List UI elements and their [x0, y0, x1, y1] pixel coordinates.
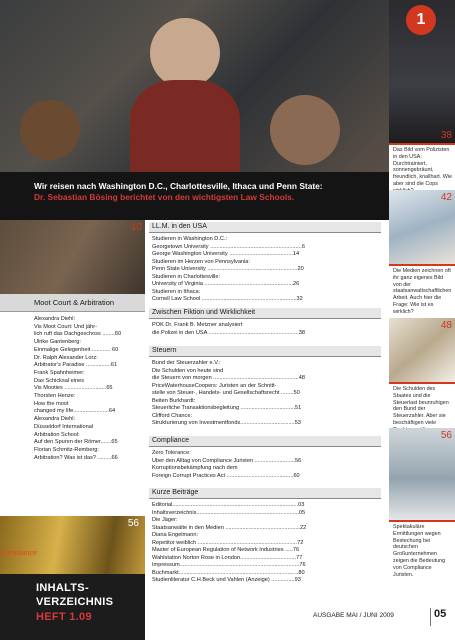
hero-photo-figure	[20, 100, 80, 160]
list-item: Düsseldorf International	[34, 423, 94, 430]
list-item: Dr. Ralph Alexander Lorz:	[34, 354, 98, 361]
toc-row: Staatsanwälte in den Medien ................................................22	[152, 524, 307, 531]
list-item: How the moot	[34, 400, 69, 407]
toc-row: PriceWaterhouseCoopers: Juristen an der Schnitt-	[152, 382, 277, 389]
moot-court-page-number: 10	[130, 222, 142, 233]
toc-row: Beiten Burkhardt:	[152, 397, 196, 404]
toc-row: die Polizei in den USA ..........................................................38	[152, 329, 305, 336]
divider	[389, 264, 455, 266]
taxes-photo	[389, 318, 455, 382]
hero-photo	[0, 0, 389, 172]
list-item: changed my life.......................64	[34, 408, 116, 415]
moot-court-section-title: Moot Court & Arbitration	[0, 294, 145, 312]
toc-row: Die Schulden von heute sind	[152, 367, 224, 374]
toc-row: Studieren im Herzen von Pennsylvania:	[152, 258, 250, 265]
list-item: Vis Mooties ...........................65	[34, 385, 113, 392]
list-item: Das Schicksal eines	[34, 377, 85, 384]
contents-title-block	[0, 574, 145, 640]
toc-section-title: LL.M. in den USA	[149, 222, 381, 233]
list-item: lich ruft das Dachgeschoss ........60	[34, 331, 122, 338]
hero-photo-figure	[130, 80, 240, 172]
toc-row: Wahlstation Norton Rose in London....................................77	[152, 554, 303, 561]
toc-row: Studienliteratur C.H.Beck und Vahlen (Anzeige) ...............93	[152, 577, 301, 583]
police-photo	[389, 0, 455, 143]
list-item: Arbitration? Was ist das? .........66	[34, 454, 118, 461]
taxes-teaser: Die Schulden des Staates und die Steuerlast beunruhigen den Bund der Steuerzahler. Aber sie beschäftigen viele	[393, 386, 449, 426]
police-teaser: Das Bild vom Polizisten in den USA: Durchtrainiert, sonnengebräunt, freundlich, knallhart. Wie aber sind die Cops	[393, 147, 453, 187]
list-item: Auf den Spuren der Römer.......65	[34, 439, 118, 446]
toc-row: Cornell Law School .............................................................32	[152, 296, 303, 302]
list-item: Ulrike Gantenberg:	[34, 339, 81, 346]
compliance-page-number: 56	[127, 518, 139, 529]
list-item: Arbitration School:	[34, 431, 80, 438]
toc-row: Strukturierung von Investmentfonds...................................53	[152, 420, 301, 426]
toc-row: Studieren in Washington D.C.:	[152, 236, 228, 242]
list-item: Alexandra Diehl:	[34, 416, 76, 423]
toc-row: Repetitor weiblich ................................................................72	[152, 539, 304, 546]
toc-section-title: Steuern	[149, 346, 381, 357]
right-sidebar	[389, 0, 455, 640]
prosecutors-photo	[389, 190, 455, 264]
toc-row: Clifford Chance:	[152, 412, 193, 419]
table-of-contents	[145, 220, 389, 640]
toc-section-title: Kurze Beiträge	[149, 488, 381, 499]
toc-row: Buchmarkt.............................................................................80	[152, 569, 305, 576]
hero-subheadline: Dr. Sebastian Bösing berichtet von den wichtigsten Law Schools.	[34, 192, 295, 202]
toc-row: Editorial.................................................................................03	[152, 502, 305, 508]
toc-row: Studieren in Charlottesville:	[152, 273, 221, 280]
toc-row: Inhaltsverzeichnis..................................................................05	[152, 509, 306, 516]
toc-section-list	[152, 360, 380, 428]
contents-title-line: INHALTS-	[36, 582, 89, 594]
issue-footer: AUSGABE MAI / JUNI 2009	[313, 612, 394, 619]
toc-section-list	[152, 236, 380, 304]
toc-section-list	[152, 502, 380, 585]
list-item: Thorsten Henze:	[34, 393, 76, 400]
list-item: Arbitrator's Paradise ................61	[34, 362, 118, 369]
list-item: Frank Spahnheimer:	[34, 369, 85, 376]
toc-row: Zero Tolerance:	[152, 450, 191, 456]
compliance-tag: Compliance	[0, 550, 37, 557]
divider	[389, 382, 455, 384]
list-item: Vis Moot Court: Und jähr-	[34, 323, 98, 330]
list-item: Alexandra Diehl:	[34, 316, 76, 322]
divider	[389, 143, 455, 145]
police-page-number: 38	[440, 130, 452, 141]
toc-row: Steuerliche Transaktionsbegleitung ...................................51	[152, 405, 302, 411]
toc-row: Penn State University ..........................................................20	[152, 266, 304, 272]
toc-row: Korruptionsbekämpfung nach dem	[152, 465, 238, 471]
toc-section-list	[152, 450, 380, 480]
toc-row: POK Dr. Frank B. Metzner analysiert	[152, 322, 243, 328]
list-item: Florian Schmitz-Remberg:	[34, 446, 99, 453]
toc-row: University of Virginia .........................................................26	[152, 281, 300, 287]
toc-row: Foreign Corrupt Practices Act ...........................................60	[152, 472, 300, 479]
toc-row: Diana Engelmann:	[152, 532, 199, 538]
toc-row: die Steuern von morgen .......................................................48	[152, 375, 305, 381]
divider	[389, 520, 455, 522]
list-item: Einmalige Gelegenheit ............ 60	[34, 346, 119, 353]
toc-row: Bund der Steuerzahler e.V.:	[152, 360, 221, 366]
hero-photo-figure	[270, 95, 340, 165]
moot-court-list	[34, 316, 142, 462]
toc-row: stelle von Steuer-, Handels- und Gesellschaftsrecht ........50	[152, 390, 300, 396]
moot-court-photo	[0, 220, 145, 294]
compliance-side-page-number: 56	[440, 430, 452, 441]
toc-row: Master of European Regulation of Network Industries .....76	[152, 547, 300, 553]
taxes-page-number: 48	[440, 320, 452, 331]
toc-row: Studieren in Ithaca:	[152, 288, 201, 295]
compliance-teaser: Spektakuläre Ermittlungen wegen Bestechung bei deutschen Großunternehmen zeigen die Bedeutung von Compliance Juristen.	[393, 524, 446, 578]
toc-row: Über den Alltag von Compliance Juristen ..........................56	[152, 457, 302, 464]
toc-section-list	[152, 322, 380, 337]
contents-title-line: VERZEICHNIS	[36, 596, 114, 608]
compliance-photo	[0, 516, 145, 574]
toc-row: Georgetown University ...........................................................6	[152, 243, 305, 250]
magazine-logo: 1	[406, 5, 436, 35]
toc-section-title: Zwischen Fiktion und Wirklichkeit	[149, 308, 381, 319]
hero-headline: Wir reisen nach Washington D.C., Charlottesville, Ithaca und Penn State:	[34, 181, 323, 191]
hero-caption	[0, 172, 389, 220]
toc-row: Die Jäger:	[152, 517, 178, 523]
prosecutors-teaser: Die Medien zeichnen oft ihr ganz eigenes Bild von der staatsanwaltschaftlichen Arbeit. Auch hier die Frage: Wie ist es wirklich?	[393, 268, 452, 315]
issue-label: HEFT 1.09	[36, 611, 92, 623]
page-number: 05	[430, 608, 455, 626]
prosecutors-page-number: 42	[440, 192, 452, 203]
toc-row: Impressum.............................................................................76	[152, 562, 306, 568]
toc-row: George Washington University .........................................14	[152, 251, 300, 257]
toc-section-title: Compliance	[149, 436, 381, 447]
compliance-side-photo	[389, 428, 455, 520]
hero-photo-figure	[150, 18, 220, 88]
